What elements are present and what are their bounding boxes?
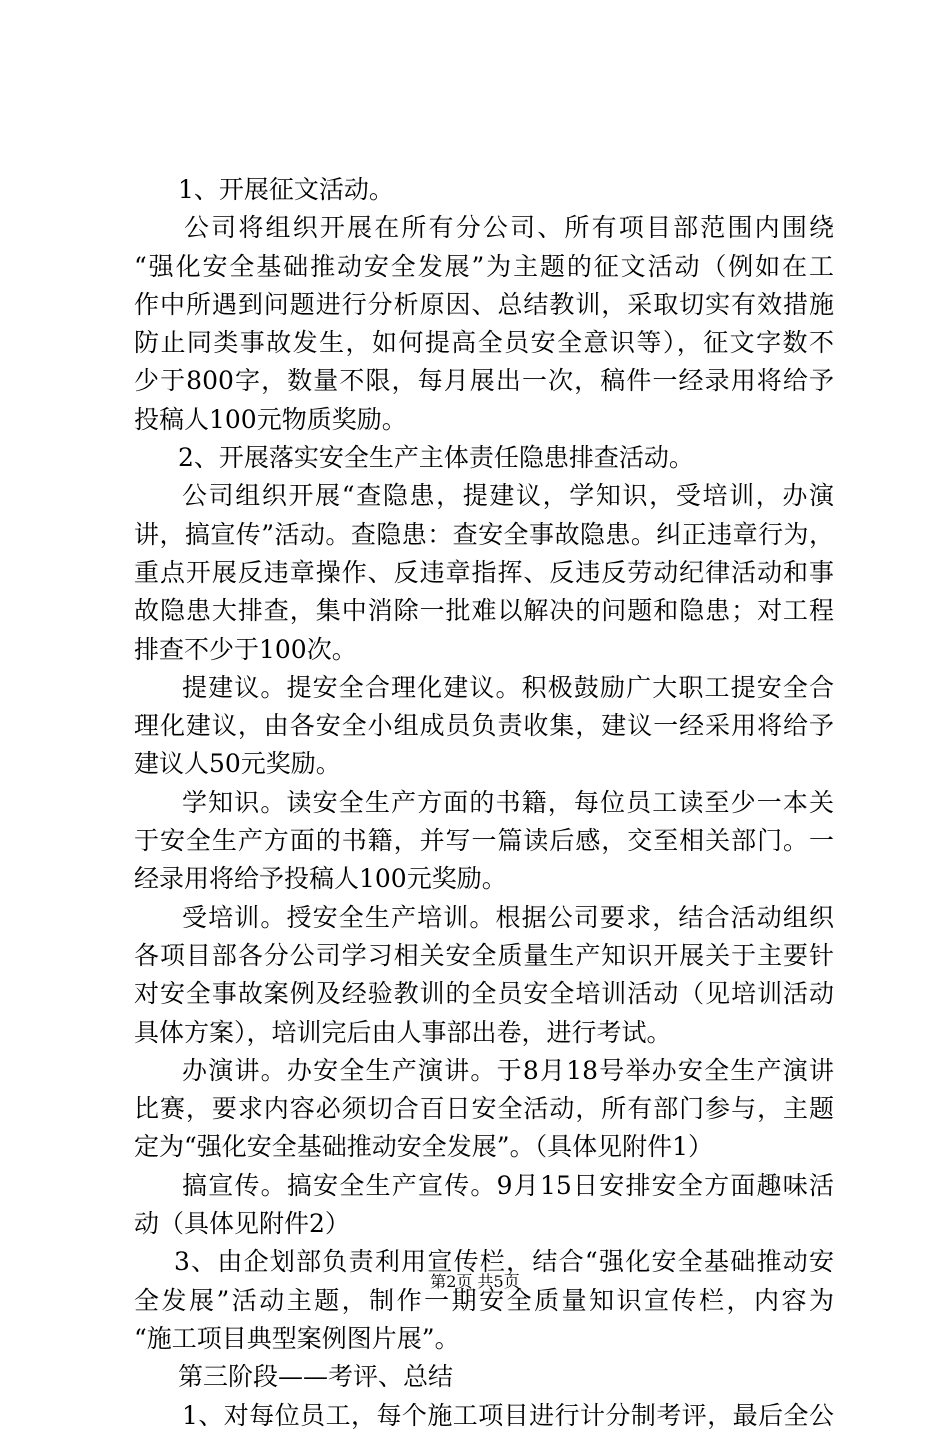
text-line: 定为“强化安全基础推动安全发展”。（具体见附件1） bbox=[134, 1132, 713, 1162]
text-line: 建议人50元奖励。 bbox=[134, 749, 341, 779]
text-line: 1、对每位员工，每个施工项目进行计分制考评，最后全公 bbox=[182, 1400, 834, 1430]
text-line: 少于800字，数量不限，每月展出一次，稿件一经录用将给予 bbox=[134, 366, 834, 396]
text-line: 1、开展征文活动。 bbox=[178, 175, 394, 204]
text-line: 理化建议，由各安全小组成员负责收集，建议一经采用将给予 bbox=[134, 711, 834, 741]
text-line: 搞宣传。搞安全生产宣传。9月15日安排安全方面趣味活 bbox=[182, 1170, 834, 1200]
text-line: 2、开展落实安全生产主体责任隐患排查活动。 bbox=[178, 443, 694, 473]
text-line: 3、由企划部负责利用宣传栏，结合“强化安全基础推动安 bbox=[174, 1247, 834, 1277]
text-line: 公司将组织开展在所有分公司、所有项目部范围内围绕 bbox=[184, 213, 834, 243]
text-line: 作中所遇到问题进行分析原因、总结教训，采取切实有效措施 bbox=[134, 289, 834, 319]
text-line: 对安全事故案例及经验教训的全员安全培训活动（见培训活动 bbox=[134, 979, 834, 1009]
text-line: 提建议。提安全合理化建议。积极鼓励广大职工提安全合 bbox=[182, 672, 834, 702]
text-line: 各项目部各分公司学习相关安全质量生产知识开展关于主要针 bbox=[134, 940, 834, 970]
text-line: 第三阶段——考评、总结 bbox=[178, 1362, 454, 1392]
text-line: 重点开展反违章操作、反违章指挥、反违反劳动纪律活动和事 bbox=[134, 557, 834, 587]
text-line: 排查不少于100次。 bbox=[134, 634, 357, 664]
text-line: 公司组织开展“查隐患，提建议，学知识，受培训，办演 bbox=[182, 481, 834, 511]
text-line: “强化安全基础推动安全发展”为主题的征文活动（例如在工 bbox=[134, 251, 834, 281]
text-line: 比赛，要求内容必须切合百日安全活动，所有部门参与，主题 bbox=[134, 1094, 834, 1124]
text-line: 全发展”活动主题，制作一期安全质量知识宣传栏，内容为 bbox=[134, 1285, 834, 1315]
page-footer: 第2页 共5页 bbox=[430, 1272, 520, 1291]
text-line: 具体方案），培训完后由人事部出卷，进行考试。 bbox=[134, 1017, 672, 1047]
text-line: “施工项目典型案例图片展”。 bbox=[134, 1323, 460, 1353]
document-body bbox=[134, 171, 834, 1435]
text-line: 动（具体见附件2） bbox=[134, 1209, 350, 1239]
text-line: 故隐患大排查，集中消除一批难以解决的问题和隐患；对工程 bbox=[134, 596, 834, 626]
text-line: 学知识。读安全生产方面的书籍，每位员工读至少一本关 bbox=[182, 787, 834, 817]
text-line: 防止同类事故发生，如何提高全员安全意识等），征文字数不 bbox=[134, 328, 834, 358]
text-line: 经录用将给予投稿人100元奖励。 bbox=[134, 864, 507, 894]
text-line: 于安全生产方面的书籍，并写一篇读后感，交至相关部门。一 bbox=[134, 826, 834, 856]
text-line: 投稿人100元物质奖励。 bbox=[134, 404, 407, 434]
text-line: 受培训。授安全生产培训。根据公司要求，结合活动组织 bbox=[182, 902, 834, 932]
text-line: 办演讲。办安全生产演讲。于8月18号举办安全生产演讲 bbox=[182, 1055, 834, 1085]
text-line: 讲，搞宣传”活动。查隐患：查安全事故隐患。纠正违章行为， bbox=[134, 519, 834, 549]
